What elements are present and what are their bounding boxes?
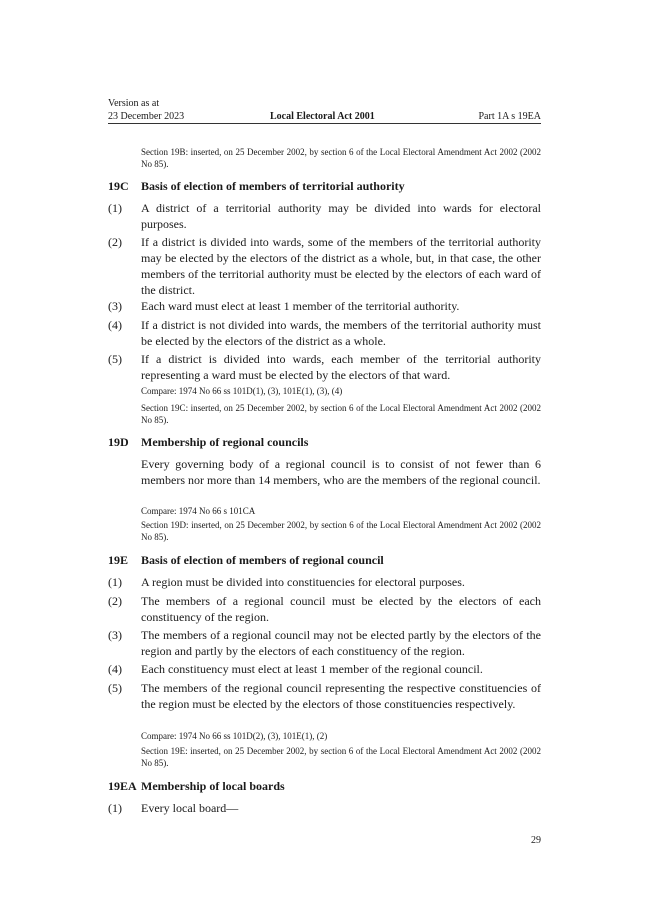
s19c-para-2 [108, 234, 541, 298]
para-text: The members of the regional council representing the respective constituencies of the region must be elected by the electors of those constituencies respectively. [141, 681, 541, 711]
para-text: A region must be divided into constituencies for electoral purposes. [141, 575, 465, 589]
para-number: (2) [108, 235, 122, 249]
para-text: The members of a regional council must be elected by the electors of each constituency of the region. [141, 594, 541, 624]
s19c-para-5 [108, 351, 541, 383]
para-text: If a district is divided into wards, each member of the territorial authority representing a ward must be elected by the electors of that ward. [141, 352, 541, 382]
version-label: Version as at [108, 98, 160, 109]
section-title: Membership of regional councils [141, 435, 309, 449]
s19c-compare-note: Compare: 1974 No 66 ss 101D(1), (3), 101E(1), (3), (4) [141, 386, 343, 396]
section-number: 19C [108, 179, 129, 193]
para-number: (1) [108, 201, 122, 215]
para-number: (5) [108, 352, 122, 366]
para-number: (4) [108, 662, 122, 676]
para-text: A district of a territorial authority may be divided into wards for electoral purposes. [141, 201, 541, 231]
section-title: Basis of election of members of regional council [141, 553, 384, 567]
para-text: The members of a regional council may not be elected partly by the electors of the region and partly by the electors of each constituency of the region. [141, 628, 541, 658]
s19e-para-3 [108, 627, 541, 659]
s19e-para-4 [108, 661, 541, 677]
para-text: Each ward must elect at least 1 member of the territorial authority. [141, 299, 460, 313]
section-title: Basis of election of members of territorial authority [141, 179, 405, 193]
section-number: 19D [108, 435, 129, 449]
s19c-para-3 [108, 298, 541, 314]
para-number: (3) [108, 628, 122, 642]
header-rule [108, 123, 541, 124]
s19c-history-note: Section 19C: inserted, on 25 December 2002, by section 6 of the Local Electoral Amendment Act 2002 (2002 No 85). [141, 403, 541, 425]
s19e-para-2 [108, 593, 541, 625]
s19c-para-4 [108, 317, 541, 349]
section-number: 19EA [108, 779, 137, 793]
para-number: (1) [108, 575, 122, 589]
s19d-history-note: Section 19D: inserted, on 25 December 2002, by section 6 of the Local Electoral Amendment Act 2002 (2002 No 85). [141, 520, 541, 542]
section-title: Membership of local boards [141, 779, 285, 793]
page-number: 29 [531, 835, 541, 846]
s19e-para-1 [108, 574, 541, 590]
para-text: If a district is divided into wards, some of the members of the territorial authority may be elected by the electors of the district as a whole, but, in that case, the other members of the territorial authority must be elected by the electors of each ward of the district. [141, 235, 541, 297]
s19ea-para-1 [108, 800, 541, 816]
act-title: Local Electoral Act 2001 [270, 111, 375, 122]
para-number: (2) [108, 594, 122, 608]
para-text: Each constituency must elect at least 1 member of the regional council. [141, 662, 483, 676]
s19e-para-5 [108, 680, 541, 712]
para-text: Every local board— [141, 801, 239, 815]
s19e-compare-note: Compare: 1974 No 66 ss 101D(2), (3), 101E(1), (2) [141, 731, 328, 741]
s19c-para-1 [108, 200, 541, 232]
para-number: (1) [108, 801, 122, 815]
s19e-history-note: Section 19E: inserted, on 25 December 2002, by section 6 of the Local Electoral Amendment Act 2002 (2002 No 85). [141, 746, 541, 768]
para-number: (5) [108, 681, 122, 695]
section-number: 19E [108, 553, 129, 567]
s19d-text: Every governing body of a regional council is to consist of not fewer than 6 members nor more than 14 members, who are the members of the regional council. [141, 457, 541, 487]
part-reference: Part 1A s 19EA [478, 111, 541, 122]
para-number: (4) [108, 318, 122, 332]
s19d-compare-note: Compare: 1974 No 66 s 101CA [141, 506, 256, 516]
para-number: (3) [108, 299, 122, 313]
para-text: If a district is not divided into wards, the members of the territorial authority must be elected by the electors of the district as a whole. [141, 318, 541, 348]
version-date: 23 December 2023 [108, 111, 185, 122]
s19b-history-note: Section 19B: inserted, on 25 December 2002, by section 6 of the Local Electoral Amendment Act 2002 (2002 No 85). [141, 147, 541, 169]
